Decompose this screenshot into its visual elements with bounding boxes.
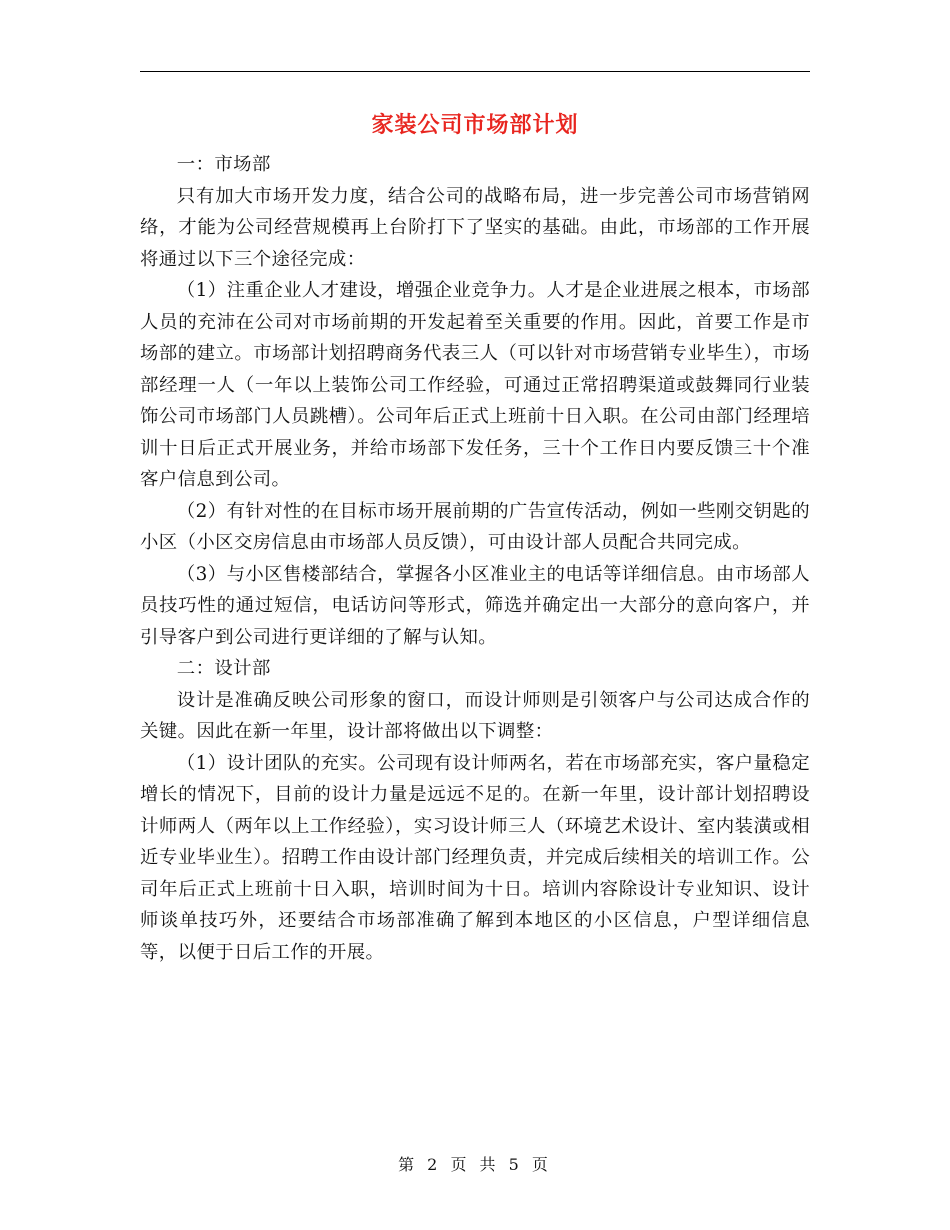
- header-rule: [140, 71, 810, 72]
- paragraph-marketing-item-3: （3）与小区售楼部结合，掌握各小区准业主的电话等详细信息。由市场部人员技巧性的通过短信，电话访问等形式，筛选并确定出一大部分的意向客户，并引导客户到公司进行更详细的了解与认知。: [140, 563, 810, 648]
- document-title: 家装公司市场部计划: [371, 113, 579, 138]
- document-body: [140, 149, 810, 968]
- section-heading-marketing: 一：市场部: [176, 154, 271, 175]
- paragraph-marketing-item-1: （1）注重企业人才建设，增强企业竞争力。人才是企业进展之根本，市场部人员的充沛在公司对市场前期的开发起着至关重要的作用。因此，首要工作是市场部的建立。市场部计划招聘商务代表三人（可以针对市场营销专业毕生），市场部经理一人（一年以上装饰公司工作经验，可通过正常招聘渠道或鼓舞同行业装饰公司市场部门人员跳槽）。公司年后正式上班前十日入职。在公司由部门经理培训十日后正式开展业务，并给市场部下发任务，三十个工作日内要反馈三十个准客户信息到公司。: [140, 280, 810, 490]
- paragraph-marketing-item-2: （2）有针对性的在目标市场开展前期的广告宣传活动，例如一些刚交钥匙的小区（小区交房信息由市场部人员反馈），可由设计部人员配合共同完成。: [140, 500, 810, 553]
- page-number: 第 2 页 共 5 页: [398, 1155, 552, 1174]
- section-heading-design: 二：设计部: [176, 658, 271, 679]
- paragraph-design-intro: 设计是准确反映公司形象的窗口，而设计师则是引领客户与公司达成合作的关键。因此在新一年里，设计部将做出以下调整：: [140, 689, 810, 742]
- paragraph-design-item-1: （1）设计团队的充实。公司现有设计师两名，若在市场部充实，客户量稳定增长的情况下，目前的设计力量是远远不足的。在新一年里，设计部计划招聘设计师两人（两年以上工作经验），实习设计师三人（环境艺术设计、室内装潢或相近专业毕业生）。招聘工作由设计部门经理负责，并完成后续相关的培训工作。公司年后正式上班前十日入职，培训时间为十日。培训内容除设计专业知识、设计师谈单技巧外，还要结合市场部准确了解到本地区的小区信息，户型详细信息等，以便于日后工作的开展。: [140, 752, 810, 963]
- paragraph-marketing-intro: 只有加大市场开发力度，结合公司的战略布局，进一步完善公司市场营销网络，才能为公司经营规模再上台阶打下了坚实的基础。由此，市场部的工作开展将通过以下三个途径完成：: [140, 185, 810, 270]
